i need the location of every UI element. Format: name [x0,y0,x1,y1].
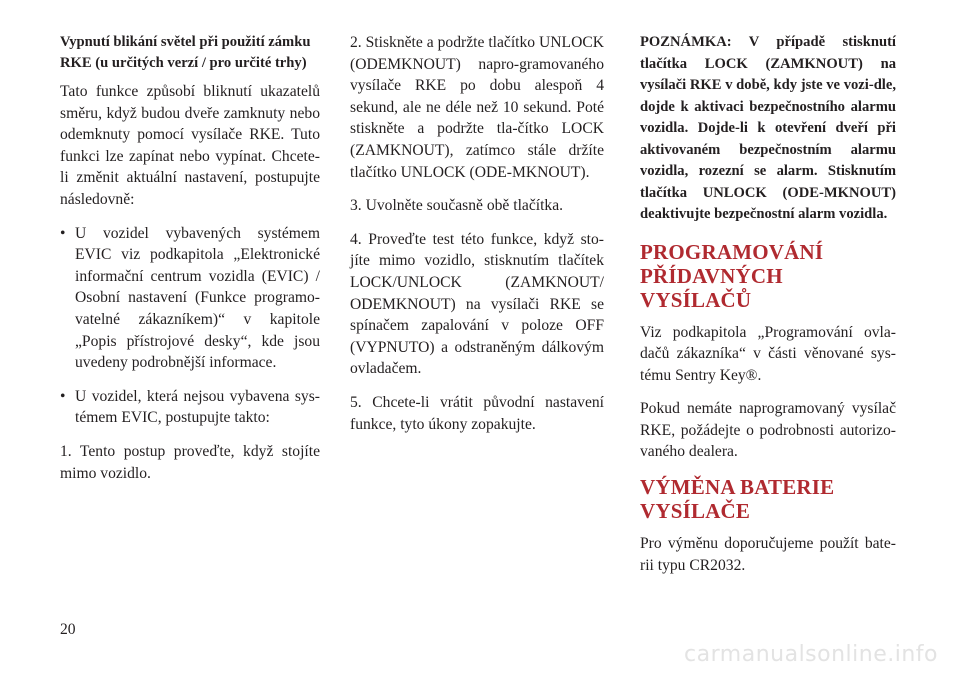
section-heading-line: VÝMĚNA BATERIE [640,475,835,500]
watermark-logo: carmanualsonline.info [684,642,938,667]
step-4: 4. Proveďte test této funkce, když sto-jíte mimo vozidlo, stisknutím tlačítek LOCK/UNLOCK (ZAMKNOUT/ ODEMKNOUT) na vysílači RKE se spínačem zapalování v poloze OFF (VYPNUTO) a odstraněným dálkovým ovladačem. [350,230,604,378]
section-heading-programming [640,240,896,312]
column-middle [350,32,604,447]
note-paragraph: POZNÁMKA: V případě stisknutí tlačítka LOCK (ZAMKNOUT) na vysílači RKE v době, kdy jste ve vozi-dle, dojde k aktivaci bezpečnostního alarmu vozidla. Dojde-li k otevření dveří při aktivovaném bezpečnostním alarmu vozidla, rozezní se alarm. Stisknutím tlačítka UNLOCK (ODE-MKNOUT) deaktivujte bezpečnostní alarm vozidla. [640,34,896,222]
step-1: 1. Tento postup proveďte, když stojíte mimo vozidlo. [60,442,320,482]
bullet-text: U vozidel, která nejsou vybavena sys-témem EVIC, postupujte takto: [75,387,320,427]
programming-paragraph-2: Pokud nemáte naprogramovaný vysílač RKE, požádejte o podrobnosti autorizo-vaného dealera. [640,400,896,461]
step-3: 3. Uvolněte současně obě tlačítka. [350,197,564,215]
intro-paragraph: Tato funkce způsobí bliknutí ukazatelů směru, když budou dveře zamknuty nebo odemknuty pomocí vysílače RKE. Tuto funkci lze zapínat nebo vypínat. Chcete-li změnit aktuální nastavení, postupujte následovně: [60,83,320,208]
column-left [60,32,320,496]
step-5: 5. Chcete-li vrátit původní nastavení funkce, tyto úkony zopakujte. [350,393,604,433]
programming-paragraph-1: Viz podkapitola „Programování ovla-dačů zákazníka“ v části věnované sys-tému Sentry Key®. [640,323,896,384]
battery-paragraph: Pro výměnu doporučujeme použít bate-rii typu CR2032. [640,535,896,574]
bullet-text: U vozidel vybavených systémem EVIC viz podkapitola „Elektronické informační centrum vozidla (EVIC) / Osobní nastavení (Funkce programo-vatelné zákazníkem)“ v kapitole „Popis přístrojové desky“, kde jsou uvedeny podrobnější informace. [75,224,320,372]
section-heading-line: PŘÍDAVNÝCH VYSÍLAČŮ [640,263,783,312]
section-heading-battery [640,475,896,523]
section-heading-line: PROGRAMOVÁNÍ [640,239,824,264]
page-number: 20 [60,621,76,638]
section-heading-line: VYSÍLAČE [640,499,751,524]
bullet-item [60,223,320,374]
step-2: 2. Stiskněte a podržte tlačítko UNLOCK (ODEMKNOUT) napro-gramovaného vysílače RKE po dobu alespoň 4 sekund, ale ne déle než 10 sekund. Poté stiskněte a podržte tla-čítko LOCK (ZAMKNOUT), zatímco stále držíte tlačítko UNLOCK (ODE-MKNOUT). [350,34,604,181]
column-right [640,32,896,588]
bullet-item [60,386,320,429]
subsection-heading: Vypnutí blikání světel při použití zámku RKE (u určitých verzí / pro určité trhy) [60,34,311,71]
bullet-icon: • [60,224,66,242]
bullet-icon: • [60,387,66,405]
